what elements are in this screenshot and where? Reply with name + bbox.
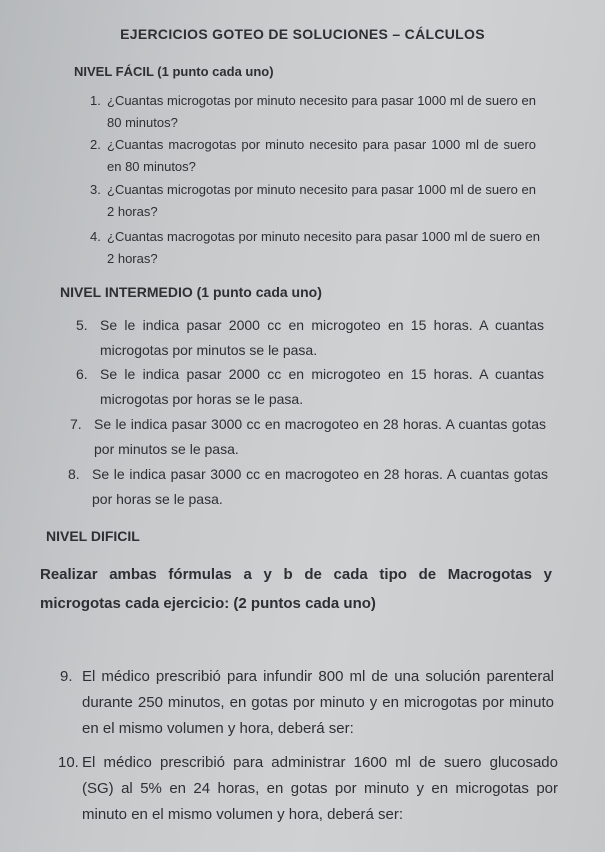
hard-instructions: Realizar ambas fórmulas a y b de cada tipo de Macrogotas y microgotas cada ejercicio: (2 puntos cada uno): [40, 566, 552, 612]
item-text: El médico prescribió para infundir 800 ml de una solución parenteral durante 250 minutos, en gotas por minuto y en microgotas por minuto en el mismo volumen y hora, deberá ser:: [82, 668, 554, 737]
item-number: 3.: [90, 182, 101, 197]
item-text: Se le indica pasar 2000 cc en microgoteo en 15 horas. A cuantas microgotas por minutos se le pasa.: [100, 317, 544, 358]
list-item: [90, 134, 536, 178]
item-number: 10.: [58, 754, 79, 771]
hard-section-heading: NIVEL DIFICIL: [46, 528, 140, 544]
item-number: 7.: [70, 416, 82, 432]
item-text: ¿Cuantas macrogotas por minuto necesito para pasar 1000 ml de suero en 2 horas?: [107, 229, 540, 266]
item-text: Se le indica pasar 2000 cc en microgoteo en 15 horas. A cuantas microgotas por horas se le pasa.: [100, 366, 544, 407]
list-item: [60, 664, 554, 742]
list-item: [58, 750, 558, 828]
intermediate-section-heading: NIVEL INTERMEDIO (1 punto cada uno): [60, 284, 322, 300]
list-item: [90, 90, 536, 134]
item-number: 1.: [90, 93, 101, 108]
item-number: 9.: [60, 668, 73, 685]
list-item: [90, 226, 540, 270]
easy-section-heading: NIVEL FÁCIL (1 punto cada uno): [74, 64, 274, 79]
item-text: ¿Cuantas macrogotas por minuto necesito para pasar 1000 ml de suero en 80 minutos?: [107, 137, 536, 174]
item-number: 2.: [90, 137, 101, 152]
item-number: 6.: [76, 366, 88, 382]
list-item: [70, 412, 546, 462]
page-title: EJERCICIOS GOTEO DE SOLUCIONES – CÁLCULOS: [120, 26, 485, 42]
item-text: ¿Cuantas microgotas por minuto necesito para pasar 1000 ml de suero en 2 horas?: [107, 182, 536, 219]
list-item: [76, 313, 544, 363]
list-item: [68, 462, 548, 512]
item-text: Se le indica pasar 3000 cc en macrogoteo en 28 horas. A cuantas gotas por minutos se le pasa.: [94, 416, 546, 457]
list-item: [90, 179, 536, 223]
item-text: El médico prescribió para administrar 1600 ml de suero glucosado (SG) al 5% en 24 horas, en gotas por minuto y en microgotas por minuto en el mismo volumen y hora, deberá ser:: [82, 754, 558, 823]
item-text: ¿Cuantas microgotas por minuto necesito para pasar 1000 ml de suero en 80 minutos?: [107, 93, 536, 130]
item-number: 5.: [76, 317, 88, 333]
list-item: [76, 362, 544, 412]
item-text: Se le indica pasar 3000 cc en macrogoteo en 28 horas. A cuantas gotas por horas se le pasa.: [92, 466, 548, 507]
item-number: 4.: [90, 229, 101, 244]
item-number: 8.: [68, 466, 80, 482]
